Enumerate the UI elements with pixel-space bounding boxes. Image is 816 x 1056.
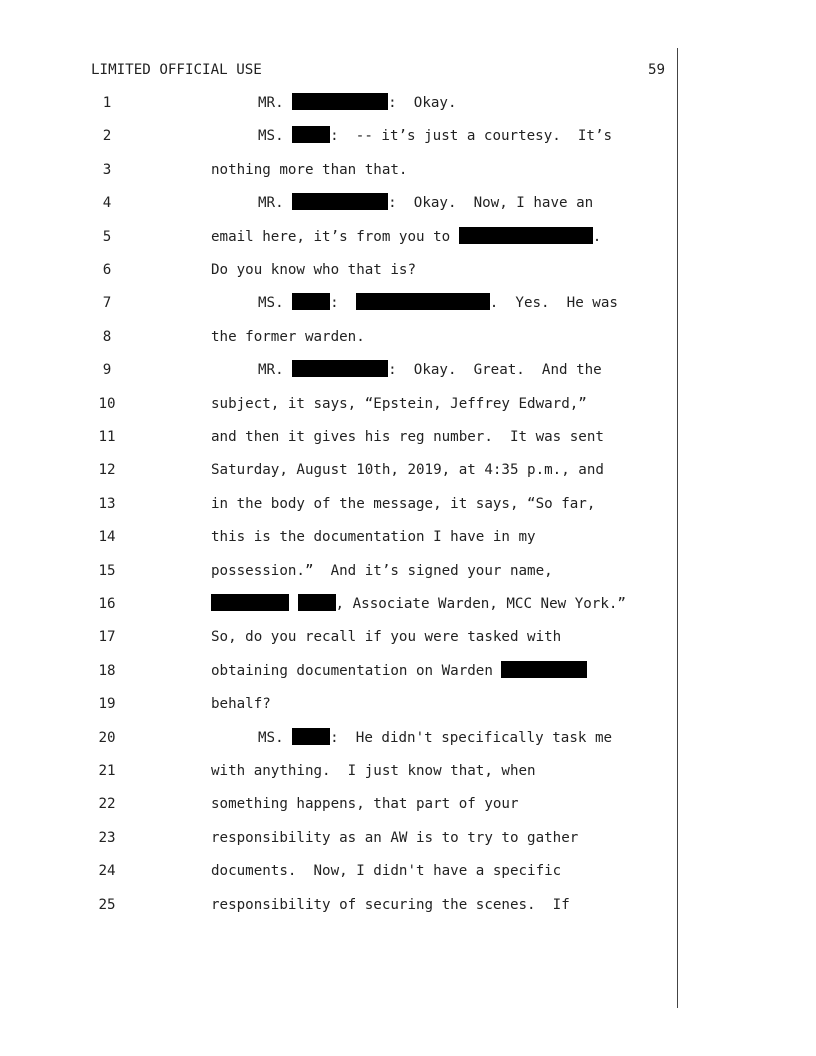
redaction-block <box>459 227 593 244</box>
line-text <box>211 493 595 515</box>
text-segment: something happens, that part of your <box>211 796 519 813</box>
transcript-line <box>0 660 816 682</box>
text-segment: with anything. I just know that, when <box>211 763 536 779</box>
line-text <box>211 793 519 815</box>
transcript-line <box>0 459 816 481</box>
line-number: 8 <box>102 328 112 345</box>
line-text <box>258 192 593 214</box>
line-number: 16 <box>98 596 116 612</box>
line-number: 21 <box>98 763 116 779</box>
transcript-line <box>0 359 816 381</box>
line-text <box>211 860 561 882</box>
line-number: 15 <box>98 562 116 579</box>
text-segment: : He didn't specifically task me <box>330 729 613 746</box>
text-segment: subject, it says, “Epstein, Jeffrey Edward,” <box>211 395 587 412</box>
text-segment: MS. <box>258 729 293 746</box>
line-text <box>211 159 407 181</box>
line-number: 17 <box>98 629 116 646</box>
line-number: 14 <box>98 529 116 546</box>
line-number: 11 <box>98 429 116 445</box>
text-segment: MS. <box>258 128 293 145</box>
text-segment: Saturday, August 10th, 2019, at 4:35 p.m., and <box>211 462 604 479</box>
line-number: 24 <box>98 863 116 880</box>
text-segment: Do you know who that is? <box>211 262 416 278</box>
transcript-line <box>0 727 816 749</box>
line-text <box>258 125 612 147</box>
transcript-line <box>0 92 816 114</box>
transcript-line <box>0 259 816 281</box>
text-segment: nothing more than that. <box>211 161 408 178</box>
redaction-block <box>501 661 587 678</box>
text-segment: MR. <box>258 195 293 212</box>
page-number: 59 <box>648 62 666 78</box>
transcript-line <box>0 393 816 415</box>
redaction-block <box>211 594 289 611</box>
text-segment: . <box>592 228 602 245</box>
line-text <box>211 259 416 281</box>
text-segment <box>289 596 298 612</box>
line-text <box>211 626 561 648</box>
line-number: 23 <box>98 829 116 846</box>
text-segment: : -- it’s just a courtesy. It’s <box>330 128 613 145</box>
text-segment: obtaining documentation on Warden <box>211 662 502 679</box>
redaction-block <box>292 360 388 377</box>
transcript-line <box>0 493 816 515</box>
text-segment: this is the documentation I have in my <box>211 529 536 546</box>
line-number: 25 <box>98 896 116 913</box>
line-text <box>211 426 604 448</box>
line-text <box>211 693 271 715</box>
text-segment: MS. <box>258 295 293 312</box>
transcript-line <box>0 426 816 448</box>
text-segment: MR. <box>258 95 293 111</box>
line-number: 5 <box>102 228 112 245</box>
line-number: 4 <box>102 195 112 212</box>
transcript-line <box>0 560 816 582</box>
line-text <box>211 560 553 582</box>
line-number: 1 <box>102 95 112 111</box>
text-segment: . Yes. He was <box>489 295 618 312</box>
line-text <box>258 292 618 314</box>
text-segment: : Okay. Now, I have an <box>388 195 594 212</box>
text-segment: responsibility of securing the scenes. If <box>211 896 570 913</box>
line-text <box>211 894 570 916</box>
redaction-block <box>292 126 330 143</box>
line-number: 6 <box>102 262 112 278</box>
text-segment: behalf? <box>211 696 271 713</box>
transcript-line <box>0 593 816 615</box>
transcript-line <box>0 226 816 248</box>
transcript-line <box>0 894 816 916</box>
transcript-line <box>0 626 816 648</box>
transcript-line <box>0 292 816 314</box>
line-text <box>211 827 578 849</box>
line-number: 10 <box>98 395 116 412</box>
line-number: 22 <box>98 796 116 813</box>
redaction-block <box>292 728 330 745</box>
line-number: 12 <box>98 462 116 479</box>
line-text <box>211 459 604 481</box>
line-text <box>258 359 602 381</box>
line-text <box>258 727 612 749</box>
text-segment: responsibility as an AW is to try to gather <box>211 829 579 846</box>
transcript-line <box>0 760 816 782</box>
line-number: 3 <box>102 161 112 178</box>
text-segment: : Okay. <box>388 95 457 111</box>
line-number: 13 <box>98 495 116 512</box>
line-text <box>211 226 601 248</box>
transcript-line <box>0 125 816 147</box>
line-text <box>211 393 587 415</box>
line-text <box>211 660 587 682</box>
transcript-line <box>0 526 816 548</box>
line-number: 9 <box>102 362 112 379</box>
transcript-line <box>0 192 816 214</box>
text-segment: email here, it’s from you to <box>211 228 459 245</box>
text-segment: documents. Now, I didn't have a specific <box>211 863 562 880</box>
redaction-block <box>292 293 330 310</box>
text-segment: possession.” And it’s signed your name, <box>211 562 553 579</box>
line-text <box>211 760 536 782</box>
text-segment: the former warden. <box>211 328 365 345</box>
text-segment: : <box>330 295 356 312</box>
transcript-line <box>0 827 816 849</box>
classification-header: LIMITED OFFICIAL USE <box>91 62 262 78</box>
transcript-line <box>0 159 816 181</box>
line-text <box>258 92 457 114</box>
redaction-block <box>298 594 336 611</box>
line-number: 7 <box>102 295 112 312</box>
text-segment: So, do you recall if you were tasked with <box>211 629 562 646</box>
transcript-line <box>0 793 816 815</box>
line-number: 20 <box>98 729 116 746</box>
text-segment: : Okay. Great. And the <box>388 362 602 379</box>
line-text <box>211 593 626 615</box>
transcript-line <box>0 860 816 882</box>
line-number: 19 <box>98 696 116 713</box>
text-segment: MR. <box>258 362 293 379</box>
line-number: 2 <box>102 128 112 145</box>
line-number: 18 <box>98 662 116 679</box>
text-segment: , Associate Warden, MCC New York.” <box>335 596 626 612</box>
redaction-block <box>292 93 388 110</box>
line-text <box>211 326 365 348</box>
transcript-line <box>0 326 816 348</box>
text-segment: in the body of the message, it says, “So far, <box>211 495 596 512</box>
redaction-block <box>292 193 388 210</box>
redaction-block <box>356 293 490 310</box>
line-text <box>211 526 536 548</box>
text-segment: and then it gives his reg number. It was sent <box>211 429 604 445</box>
transcript-line <box>0 693 816 715</box>
